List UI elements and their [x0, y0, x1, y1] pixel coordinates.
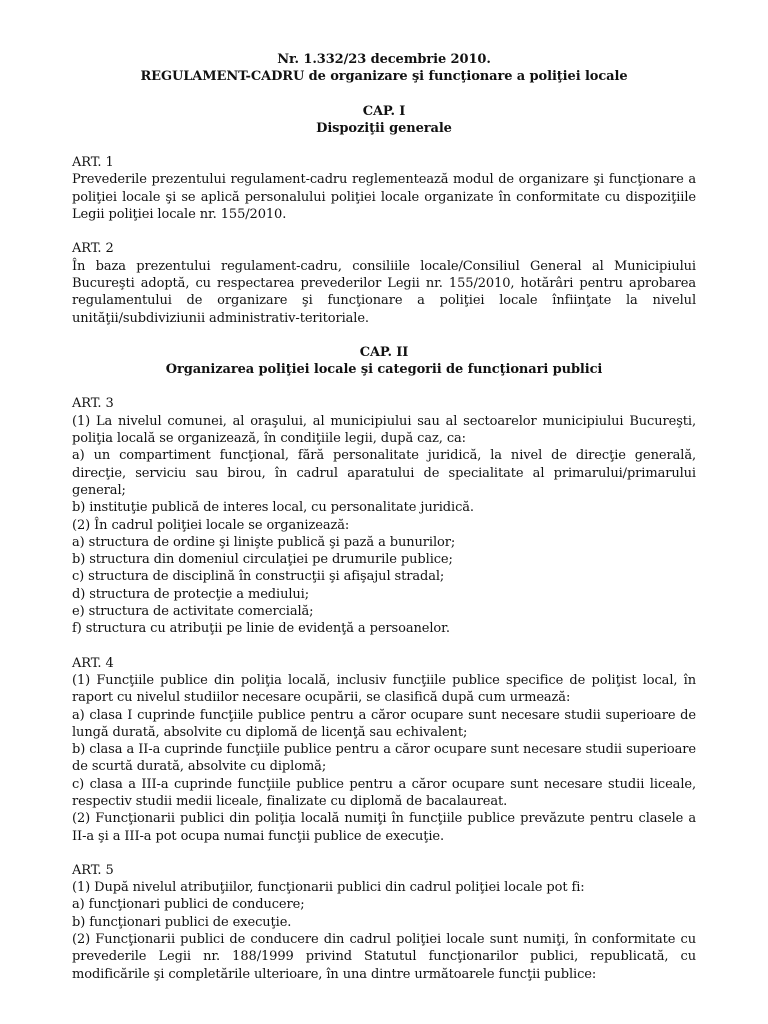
article-5-paragraph: (1) După nivelul atribuţiilor, funcţionarii publici din cadrul poliţiei locale pot fi:: [72, 880, 585, 896]
article-1-text: Prevederile prezentului regulament-cadru reglementează modul de organizare şi funcţionare a poliţiei locale şi se aplică personalului poliţiei locale organizate în conformitate cu dispoziţiile Legii poliţiei locale nr. 155/2010.: [72, 172, 696, 223]
article-5-label: ART. 5: [72, 862, 114, 878]
article-5-paragraph: b) funcţionari publici de execuţie.: [72, 914, 292, 930]
article-3-paragraph: d) structura de protecţie a mediului;: [72, 586, 310, 602]
article-1: [72, 154, 696, 223]
article-3-label: ART. 3: [72, 396, 114, 412]
article-3-paragraph: f) structura cu atribuţii pe linie de evidenţă a persoanelor.: [72, 621, 450, 637]
article-3-paragraph: a) un compartiment funcţional, fără personalitate juridică, la nivel de direcţie generală, direcţie, serviciu sau birou, în cadrul aparatului de specialitate al primarului/primarului general;: [72, 448, 696, 498]
document-title: REGULAMENT-CADRU de organizare şi funcţionare a poliţiei locale: [140, 69, 628, 85]
article-2: [72, 240, 696, 326]
chapter-2-label: CAP. II: [359, 344, 409, 360]
article-5-paragraph: (2) Funcţionarii publici de conducere din cadrul poliţiei locale sunt numiţi, în conformitate cu prevederile Legii nr. 188/1999 privind Statutul funcţionarilor publici, republicată, cu modificările şi completările ulterioare, în una dintre următoarele funcţii publice:: [72, 932, 696, 982]
article-4-paragraph: (1) Funcţiile publice din poliţia locală, inclusiv funcţiile publice specifice de poliţist local, în raport cu nivelul studiilor necesare ocupării, se clasifică după cum urmează:: [72, 672, 696, 706]
article-5-paragraph: a) funcţionari publici de conducere;: [72, 897, 305, 913]
article-3-paragraph: e) structura de activitate comercială;: [72, 604, 314, 620]
article-4-paragraph: c) clasa a III-a cuprinde funcţiile publice pentru a căror ocupare sunt necesare studii liceale, respectiv studii medii liceale, finalizate cu diplomă de bacalaureat.: [72, 776, 696, 809]
chapter-1-label: CAP. I: [362, 103, 406, 119]
article-3-paragraph: (1) La nivelul comunei, al oraşului, al municipiului sau al sectoarelor municipiului Bucureşti, poliţia locală se organizează, în condiţiile legii, după caz, ca:: [72, 413, 696, 447]
article-3-paragraph: c) structura de disciplină în construcţii şi afişajul stradal;: [72, 569, 445, 585]
document-number: Nr. 1.332/23 decembrie 2010.: [277, 52, 491, 67]
article-4-paragraph: b) clasa a II-a cuprinde funcţiile publice pentru a căror ocupare sunt necesare studii superioare de scurtă durată, absolvite cu diplomă;: [72, 742, 696, 775]
article-4: [72, 655, 696, 845]
article-2-label: ART. 2: [72, 241, 114, 257]
article-3-paragraph: b) instituţie publică de interes local, cu personalitate juridică.: [72, 500, 474, 516]
article-2-text: În baza prezentului regulament-cadru, consiliile locale/Consiliul General al Municipiului Bucureşti adoptă, cu respectarea prevederilor Legii nr. 155/2010, hotărâri pentru aprobarea regulamentului de organizare şi funcţionare a poliţiei locale înfiinţate la nivelul unităţii/subdiviziunii administrativ-teritoriale.: [72, 258, 696, 326]
article-1-label: ART. 1: [72, 155, 114, 171]
article-5: [72, 862, 696, 983]
article-3-paragraph: a) structura de ordine şi linişte publică şi pază a bunurilor;: [72, 534, 456, 550]
article-3: [72, 395, 696, 637]
chapter-2-title: Organizarea poliţiei locale şi categorii de funcţionari publici: [165, 362, 603, 378]
article-4-label: ART. 4: [72, 655, 114, 671]
article-3-paragraph: (2) În cadrul poliţiei locale se organizează:: [72, 517, 350, 533]
article-3-paragraph: b) structura din domeniul circulaţiei pe drumurile publice;: [72, 552, 453, 568]
article-4-paragraph: a) clasa I cuprinde funcţiile publice pentru a căror ocupare sunt necesare studii superioare de lungă durată, absolvite cu diplomă de licenţă sau echivalent;: [72, 707, 696, 740]
chapter-1-title: Dispoziţii generale: [316, 120, 452, 136]
article-4-paragraph: (2) Funcţionarii publici din poliţia locală numiţi în funcţiile publice prevăzute pentru clasele a II-a şi a III-a pot ocupa numai funcţii publice de execuţie.: [72, 811, 696, 844]
